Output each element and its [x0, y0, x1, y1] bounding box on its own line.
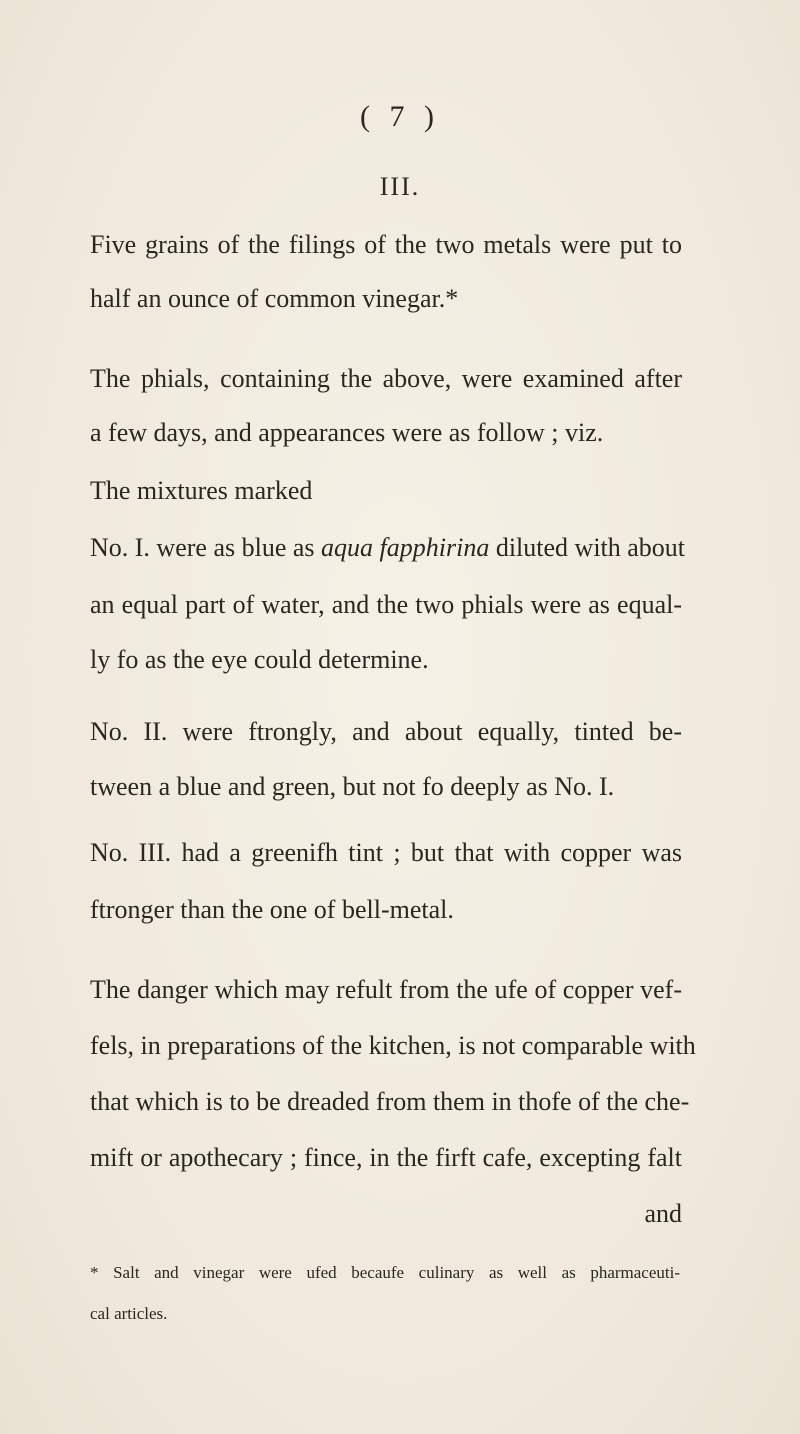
text-segment-no-i: No. I. were as blue as	[90, 533, 315, 562]
text-line-6	[90, 533, 686, 563]
text-line-4: a few days, and appearances were as follow ; viz.	[90, 418, 604, 447]
text-line-11: No. III. had a greenifh tint ; but that with copper was	[90, 838, 682, 867]
text-segment-diluted: diluted with about	[495, 533, 686, 562]
text-line-1: Five grains of the filings of the two metals were put to	[90, 230, 682, 259]
text-line-2: half an ounce of common vinegar.*	[90, 284, 459, 313]
text-line-12: ftronger than the one of bell-metal.	[90, 895, 454, 924]
text-line-16: mift or apothecary ; fince, in the firft cafe, excepting falt	[90, 1143, 682, 1172]
text-line-10: tween a blue and green, but not fo deeply as No. I.	[90, 772, 615, 801]
text-line-8: ly fo as the eye could determine.	[90, 645, 429, 674]
text-line-5: The mixtures marked	[90, 476, 313, 505]
text-line-14: fels, in preparations of the kitchen, is not comparable with	[90, 1031, 696, 1060]
catchword: and	[644, 1199, 682, 1228]
text-line-13: The danger which may refult from the ufe of copper vef-	[90, 975, 682, 1004]
section-heading: III.	[379, 172, 421, 201]
text-line-7: an equal part of water, and the two phials were as equal-	[90, 590, 682, 619]
text-line-15: that which is to be dreaded from them in thofe of the che-	[90, 1087, 690, 1116]
page-number: ( 7 )	[360, 100, 440, 133]
text-line-3: The phials, containing the above, were examined after	[90, 364, 682, 393]
italic-aqua-sapphirina: aqua fapphirina	[321, 533, 490, 562]
text-line-9: No. II. were ftrongly, and about equally, tinted be-	[90, 717, 682, 746]
footnote-line-2: cal articles.	[90, 1304, 168, 1323]
footnote-line-1: * Salt and vinegar were ufed becaufe culinary as well as pharmaceuti-	[90, 1263, 680, 1282]
